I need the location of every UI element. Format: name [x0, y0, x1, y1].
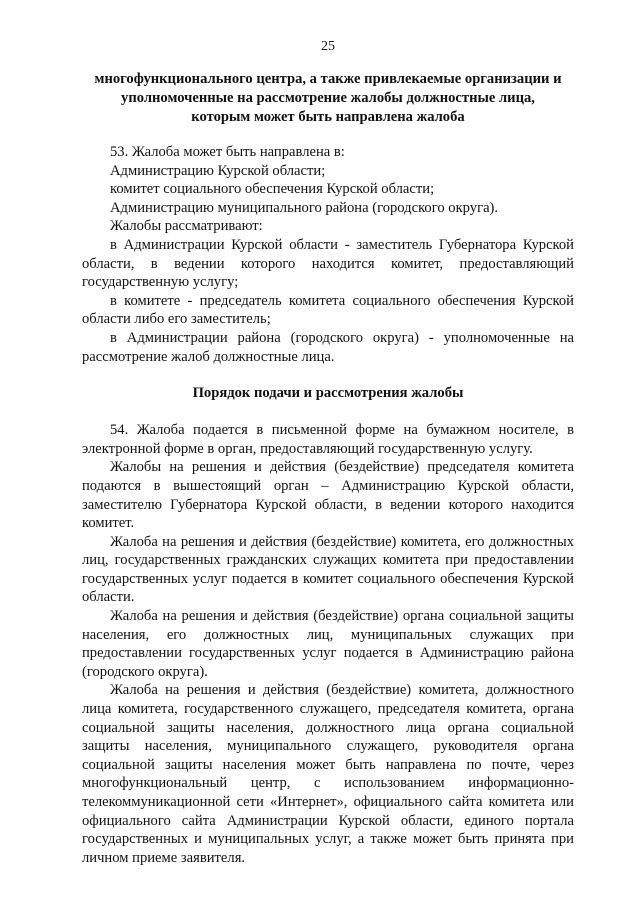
paragraph: Жалоба на решения и действия (бездействие) комитета, должностного лица комитета, государственного служащего, председателя комитета, органа социальной защиты населения, должностного лица органа социальной защиты населения, муниципального служащего, руководителя органа социальной защиты населения может быть направлена по почте, через многофункциональный центр, с использованием информационно-телекоммуникационной сети «Интернет», официального сайта комитета или официального сайта Администрации Курской области, единого портала государственных и муниципальных услуг, а также может быть принята при личном приеме заявителя. [82, 682, 574, 866]
section-heading-complaint-procedure: Порядок подачи и рассмотрения жалобы [192, 385, 464, 402]
paragraph: Жалоба на решения и действия (бездействие) комитета, его должностных лиц, государственных гражданских служащих комитета при предоставлении государственных услуг подается в комитет социального обеспечения Курской области. [82, 533, 574, 606]
heading-line: многофункционального центра, а также привлекаемые организации и [94, 71, 562, 87]
paragraph-54: 54. Жалоба подается в письменной форме на бумажном носителе, в электронной форме в орган, предоставляющий государственную услугу. [82, 422, 574, 457]
heading-line: которым может быть направлена жалоба [191, 109, 465, 125]
paragraph: Администрацию муниципального района (городского округа). [110, 199, 499, 216]
section-heading-complaint-recipients [82, 70, 574, 127]
page-number: 25 [321, 39, 335, 54]
paragraph: в Администрации района (городского округа) - уполномоченные на рассмотрение жалоб должностные лица. [82, 329, 574, 365]
heading-line: уполномоченные на рассмотрение жалобы должностные лица, [121, 90, 535, 106]
paragraph-53: 53. Жалоба может быть направлена в: [110, 144, 345, 160]
paragraph: комитет социального обеспечения Курской области; [110, 181, 435, 198]
paragraph: в Администрации Курской области - заместитель Губернатора Курской области, в ведении которого находится комитет, предоставляющий государственную услугу; [82, 236, 574, 291]
paragraph: Жалобы на решения и действия (бездействие) председателя комитета подаются в вышестоящий орган – Администрацию Курской области, заместителю Губернатора Курской области, в ведении которого находится комитет. [82, 459, 574, 532]
paragraph: Жалобы рассматривают: [110, 218, 263, 235]
paragraph: в комитете - председатель комитета социального обеспечения Курской области либо его заместитель; [82, 292, 574, 328]
paragraph: Жалоба на решения и действия (бездействие) органа социальной защиты населения, его должностных лиц, муниципальных служащих при предоставлении государственных услуг подается в Администрацию района (городского округа). [82, 608, 574, 680]
paragraph: Администрацию Курской области; [110, 162, 326, 179]
